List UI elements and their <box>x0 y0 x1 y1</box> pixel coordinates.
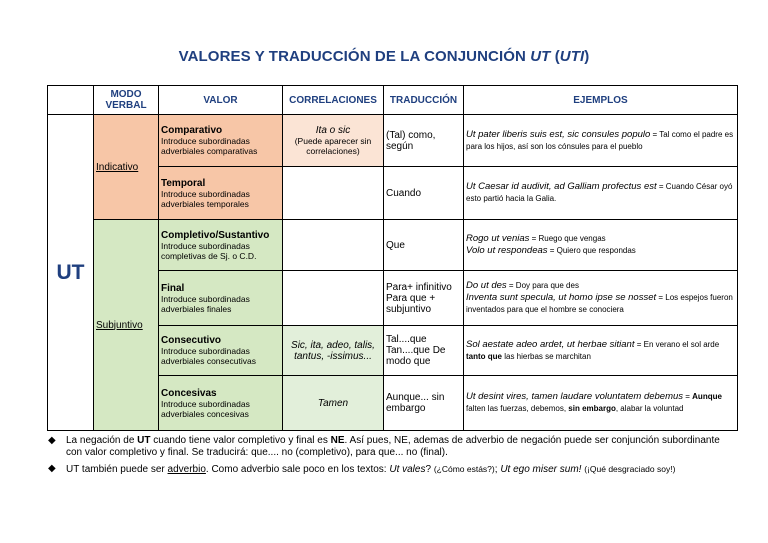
ejemplo-bold: sin embargo <box>568 404 616 413</box>
values-table <box>47 85 738 431</box>
correlaciones-cell <box>283 326 384 376</box>
correlaciones-cell <box>283 167 384 220</box>
ejemplo-latin: Inventa sunt specula, ut homo ipse se nosset <box>466 292 657 303</box>
page-title <box>0 48 768 65</box>
ejemplo-traduccion-end: , alabar la voluntad <box>615 404 684 413</box>
notes <box>48 435 738 480</box>
ejemplo-latin: Sol aestate adeo ardet, ut herbae sitiant <box>466 338 635 350</box>
note-translation: (¿Cómo estás?) <box>433 464 495 474</box>
traduccion-cell: Para+ infinitivo Para que + subjuntivo <box>384 271 464 326</box>
ejemplo-cell <box>464 167 738 220</box>
traduccion-cell: (Tal) como, según <box>384 115 464 167</box>
ejemplo-cell <box>464 220 738 271</box>
ejemplo-traduccion: falten las fuerzas, debemos, <box>466 404 569 413</box>
ejemplo-cell <box>464 326 738 376</box>
valor-cell <box>159 326 283 376</box>
table-row <box>48 220 738 271</box>
ejemplo-latin: Rogo ut venias <box>466 233 530 244</box>
note-text: cuando tiene valor completivo y final es <box>150 435 331 446</box>
valor-cell <box>159 220 283 271</box>
ejemplo-traduccion: = Tal como el padre es para los hijos, así son los cónsules para el pueblo <box>466 129 734 151</box>
ejemplo-traduccion: = Cuando César oyó esto partió hacia la Galia. <box>466 182 733 203</box>
valor-desc: Introduce subordinadas adverbiales concesivas <box>161 398 250 419</box>
ejemplo-traduccion: = Ruego que vengas <box>529 234 606 243</box>
traduccion-cell: Tal....que Tan....que De modo que <box>384 326 464 376</box>
diamond-bullet-icon: ◆ <box>48 435 56 446</box>
valor-title: Consecutivo <box>161 335 222 346</box>
correlaciones-cell <box>283 376 384 431</box>
note-text: . Como adverbio sale poco en los textos: <box>205 464 390 475</box>
table-row <box>48 115 738 167</box>
mode-subjuntivo: Subjuntivo <box>94 220 159 431</box>
ejemplo-traduccion: = En verano el sol arde <box>634 339 720 349</box>
traduccion-cell: Aunque... sin embargo <box>384 376 464 431</box>
ejemplo-line <box>466 280 735 292</box>
ejemplo-latin: Do ut des <box>466 280 507 291</box>
note-text: ? <box>425 464 434 475</box>
note-bold: NE <box>330 435 345 446</box>
note-latin: Ut vales <box>389 464 426 475</box>
ejemplo-line <box>466 292 735 316</box>
header-correlaciones: CORRELACIONES <box>283 86 384 115</box>
note-text: . Así pues, NE, ademas de adverbio de negación puede ser conjunción subordinante con valor completivo y final. Se traducirá: que.... no (completivo), para que... no (final). <box>66 435 720 458</box>
note-text: UT también puede ser <box>66 464 168 475</box>
title-ut: UT <box>530 48 551 65</box>
ejemplo-latin: Ut Caesar id audivit, ad Galliam profectus est <box>466 181 657 192</box>
ejemplo-cell <box>464 376 738 431</box>
traduccion-cell: Cuando <box>384 167 464 220</box>
ejemplo-traduccion: = Quiero que respondas <box>547 246 636 255</box>
ejemplo-traduccion: = Los espejos fueron inventados para que el hombre se conociera <box>466 293 733 314</box>
valor-cell <box>159 115 283 167</box>
traduccion-cell: Que <box>384 220 464 271</box>
note-underlined: adverbio <box>167 464 206 475</box>
note-adverbio <box>48 463 738 476</box>
ejemplo-traduccion: = Doy para que des <box>506 281 579 290</box>
note-translation: (¡Qué desgraciado soy!) <box>584 464 676 474</box>
ejemplo-eq: = <box>683 392 693 401</box>
header-valor: VALOR <box>159 86 283 115</box>
valor-desc: Introduce subordinadas adverbiales temporales <box>161 188 250 209</box>
valor-cell <box>159 376 283 431</box>
header-ejemplos: EJEMPLOS <box>464 86 738 115</box>
note-text: La negación de <box>66 435 138 446</box>
ut-label: UT <box>48 115 94 431</box>
correlaciones-cell <box>283 115 384 167</box>
valor-desc: Introduce subordinadas adverbiales consecutivas <box>161 346 256 366</box>
ejemplo-cell <box>464 271 738 326</box>
title-uti: UTI <box>559 48 585 65</box>
valor-title: Final <box>161 282 185 294</box>
ejemplo-line <box>466 233 735 245</box>
mode-indicativo: Indicativo <box>94 115 159 220</box>
valor-title: Comparativo <box>161 125 223 136</box>
note-text: ; <box>494 464 501 475</box>
title-close: ) <box>584 48 590 65</box>
corr-main: Ita o sic <box>315 125 351 136</box>
corr-main: Tamen <box>317 397 349 409</box>
note-latin: Ut ego miser sum! <box>500 464 582 475</box>
ejemplo-latin: Ut pater liberis suis est, sic consules populo <box>466 128 651 140</box>
ejemplo-bold: tanto que <box>466 351 502 361</box>
valor-cell <box>159 271 283 326</box>
valor-cell <box>159 167 283 220</box>
ejemplo-cell <box>464 115 738 167</box>
title-open: ( <box>550 48 560 65</box>
ejemplo-line <box>466 245 735 257</box>
ejemplo-bold: Aunque <box>692 392 722 401</box>
corr-note: (Puede aparecer sin correlaciones) <box>294 136 372 156</box>
diamond-bullet-icon: ◆ <box>48 463 56 474</box>
header-empty <box>48 86 94 115</box>
ejemplo-latin: Ut desint vires, tamen laudare voluntatem debemus <box>466 391 684 402</box>
valor-desc: Introduce subordinadas adverbiales comparativas <box>161 136 258 156</box>
correlaciones-cell <box>283 220 384 271</box>
note-negation <box>48 435 738 459</box>
title-prefix: VALORES Y TRADUCCIÓN DE LA CONJUNCIÓN <box>178 48 531 65</box>
valor-desc: Introduce subordinadas adverbiales finales <box>161 293 250 314</box>
ejemplo-traduccion-end: las hierbas se marchitan <box>502 351 591 361</box>
header-traduccion: TRADUCCIÓN <box>384 86 464 115</box>
ejemplo-latin: Volo ut respondeas <box>466 245 548 256</box>
valor-title: Completivo/Sustantivo <box>161 229 270 241</box>
note-bold: UT <box>137 435 151 446</box>
header-row <box>48 86 738 115</box>
correlaciones-cell <box>283 271 384 326</box>
valor-title: Temporal <box>161 177 206 189</box>
header-mode: MODO VERBAL <box>94 86 159 115</box>
valor-desc: Introduce subordinadas completivas de Sj. o C.D. <box>161 240 257 261</box>
valor-title: Concesivas <box>161 387 217 399</box>
corr-main: Sic, ita, adeo, talis, tantus, -issimus... <box>291 339 375 362</box>
